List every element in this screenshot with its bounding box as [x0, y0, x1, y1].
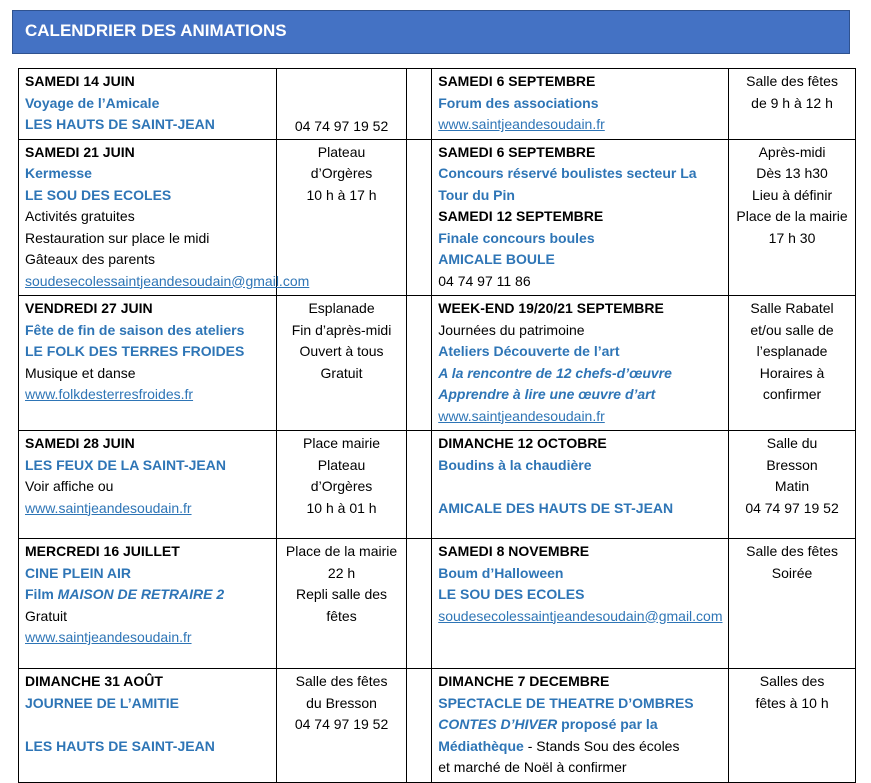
page-title: CALENDRIER DES ANIMATIONS — [25, 21, 287, 40]
event-date: DIMANCHE 7 DECEMBRE — [438, 673, 610, 689]
event-name: Ateliers Découverte de l’art — [438, 343, 620, 359]
event-place-cell — [277, 539, 407, 669]
event-place-cell — [729, 431, 856, 539]
event-detail: et marché de Noël à confirmer — [438, 759, 627, 775]
event-time: fêtes à 10 h — [755, 694, 829, 711]
event-subtitle — [438, 714, 722, 736]
event-date: SAMEDI 6 SEPTEMBRE — [438, 143, 596, 160]
event-cell — [19, 296, 277, 431]
event-place: Salle des fêtes — [295, 673, 388, 689]
event-organizer: LES HAUTS DE SAINT-JEAN — [25, 737, 215, 754]
event-cell — [19, 669, 277, 783]
event-detail: Activités gratuites — [25, 208, 135, 224]
spacer — [25, 714, 270, 736]
event-place: Esplanade — [308, 300, 375, 316]
event-detail: Journées du patrimoine — [438, 321, 585, 338]
event-name: Voyage de l’Amicale — [25, 94, 160, 111]
table-row — [19, 431, 856, 539]
event-place: d’Orgères — [310, 478, 373, 494]
event-place: d’Orgères — [310, 165, 373, 181]
event-phone: 04 74 97 19 52 — [745, 499, 839, 516]
event-phone: 04 74 97 11 86 — [438, 272, 531, 289]
event-time: 10 h à 17 h — [306, 186, 377, 203]
event-place-cell — [729, 296, 856, 431]
event-time: Soirée — [771, 564, 813, 581]
website-link[interactable]: www.saintjeandesoudain.fr — [25, 629, 192, 645]
table-row — [19, 539, 856, 669]
table-row — [19, 139, 856, 296]
event-date-2: SAMEDI 12 SEPTEMBRE — [438, 208, 604, 224]
event-place: Plateau — [317, 456, 366, 473]
event-cell — [19, 139, 310, 296]
event-organizer: AMICALE DES HAUTS DE ST-JEAN — [438, 499, 674, 516]
table-row — [19, 69, 856, 140]
column-gap — [407, 296, 432, 431]
event-time: Dès 13 h30 — [756, 165, 828, 181]
event-cell — [432, 669, 729, 783]
event-organizer: LES HAUTS DE SAINT-JEAN — [25, 116, 215, 132]
event-detail: Voir affiche ou — [25, 478, 114, 494]
event-place: du Bresson — [306, 694, 377, 711]
event-name: Fête de fin de saison des ateliers — [25, 321, 245, 338]
email-link[interactable]: soudesecolessaintjeandesoudain@gmail.com — [438, 607, 723, 624]
event-detail-text: - Stands Sou des écoles — [523, 737, 680, 754]
spacer — [438, 476, 722, 498]
event-time: Après-midi — [758, 143, 826, 160]
event-place: Salle des fêtes — [746, 543, 838, 559]
event-place-cell — [277, 669, 407, 783]
film-title: MAISON DE RETRAIRE 2 — [57, 586, 225, 602]
event-name: Forum des associations — [438, 94, 599, 111]
event-show-title: CONTES D’HIVER — [438, 716, 558, 732]
column-gap — [407, 139, 432, 296]
event-date: VENDREDI 27 JUIN — [25, 300, 153, 316]
event-detail: Gâteaux des parents — [25, 251, 155, 267]
event-name: Concours réservé boulistes secteur La Tour du Pin — [438, 165, 697, 203]
event-film — [25, 584, 270, 606]
event-subtitle: A la rencontre de 12 chefs-d’œuvre — [438, 364, 672, 381]
event-cell — [432, 539, 729, 669]
event-time: Horaires à confirmer — [759, 364, 825, 402]
event-cell — [432, 139, 729, 296]
event-name: Kermesse — [25, 165, 92, 181]
event-organizer: LE SOU DES ECOLES — [438, 586, 585, 602]
event-place: Place de la mairie 22 h — [285, 543, 398, 581]
event-cell — [19, 539, 277, 669]
event-place: Lieu à définir — [751, 186, 833, 203]
event-place: Salle des fêtes — [746, 73, 838, 89]
event-name: LES FEUX DE LA SAINT-JEAN — [25, 456, 226, 473]
film-prefix: Film — [25, 586, 58, 602]
event-time: Matin — [774, 478, 810, 494]
event-time: 17 h 30 — [768, 229, 816, 246]
event-place: Salle Rabatel et/ou salle de l’esplanade — [750, 300, 834, 359]
event-organizer: LE SOU DES ECOLES — [25, 186, 172, 203]
column-gap — [407, 669, 432, 783]
event-date: SAMEDI 8 NOVEMBRE — [438, 543, 590, 559]
event-detail: Musique et danse — [25, 364, 136, 381]
event-place: Plateau — [317, 143, 366, 160]
event-place-cell — [277, 69, 407, 140]
event-place: Place de la mairie — [736, 208, 848, 224]
event-time: 10 h à 01 h — [306, 499, 377, 516]
column-gap — [407, 539, 432, 669]
event-place: Place mairie — [303, 435, 381, 451]
event-place-cell — [729, 539, 856, 669]
event-proposer: proposé par la — [557, 716, 658, 732]
event-date: DIMANCHE 31 AOÛT — [25, 673, 163, 689]
event-detail: Gratuit — [320, 364, 363, 381]
event-phone: 04 74 97 19 52 — [294, 118, 389, 134]
event-cell — [432, 69, 729, 140]
column-gap — [407, 69, 432, 140]
event-date: SAMEDI 14 JUIN — [25, 73, 135, 89]
event-place-cell — [729, 69, 856, 140]
event-place-cell — [729, 139, 856, 296]
website-link[interactable]: www.saintjeandesoudain.fr — [438, 116, 605, 132]
event-place: Bresson — [766, 456, 818, 473]
event-cell — [19, 431, 277, 539]
event-detail: Restauration sur place le midi — [25, 229, 210, 246]
event-organizer: LE FOLK DES TERRES FROIDES — [25, 343, 245, 359]
column-gap — [407, 431, 432, 539]
event-place: Salles des — [759, 673, 825, 689]
event-time: Fin d’après-midi — [291, 321, 392, 338]
event-date: WEEK-END 19/20/21 SEPTEMBRE — [438, 300, 664, 316]
event-place-cell — [277, 296, 407, 431]
event-place-cell — [729, 669, 856, 783]
event-date: SAMEDI 21 JUIN — [25, 143, 135, 160]
event-cell — [19, 69, 277, 140]
event-cell — [432, 296, 729, 431]
event-date: SAMEDI 6 SEPTEMBRE — [438, 73, 596, 89]
event-place: Repli salle des fêtes — [296, 586, 388, 624]
event-date: DIMANCHE 12 OCTOBRE — [438, 435, 607, 451]
website-link[interactable]: www.folkdesterresfroides.fr — [25, 386, 194, 402]
table-row — [19, 669, 856, 783]
event-place: Salle du — [766, 435, 818, 451]
events-calendar-table — [18, 68, 856, 783]
event-phone: 04 74 97 19 52 — [294, 716, 389, 732]
event-detail — [438, 736, 722, 758]
event-organizer: Médiathèque — [438, 737, 524, 754]
event-organizer: AMICALE BOULE — [438, 251, 555, 267]
event-detail: Gratuit — [25, 607, 68, 624]
event-name: CINE PLEIN AIR — [25, 564, 132, 581]
event-cell — [432, 431, 729, 539]
event-subtitle: Apprendre à lire une œuvre d’art — [438, 386, 656, 402]
event-name: JOURNEE DE L’AMITIE — [25, 694, 180, 711]
event-name: SPECTACLE DE THEATRE D’OMBRES — [438, 694, 694, 711]
website-link[interactable]: www.saintjeandesoudain.fr — [438, 407, 605, 424]
event-date: MERCREDI 16 JUILLET — [25, 543, 180, 559]
email-link[interactable]: soudesecolessaintjeandesoudain@gmail.com — [25, 272, 310, 289]
event-date: SAMEDI 28 JUIN — [25, 435, 135, 451]
page-title-banner — [12, 10, 850, 54]
event-place-cell — [277, 431, 407, 539]
event-detail: Ouvert à tous — [299, 343, 384, 359]
event-name: Boudins à la chaudière — [438, 456, 592, 473]
event-time: de 9 h à 12 h — [751, 94, 833, 111]
event-name-2: Finale concours boules — [438, 229, 595, 246]
table-row — [19, 296, 856, 431]
event-name: Boum d’Halloween — [438, 564, 564, 581]
website-link[interactable]: www.saintjeandesoudain.fr — [25, 499, 192, 516]
